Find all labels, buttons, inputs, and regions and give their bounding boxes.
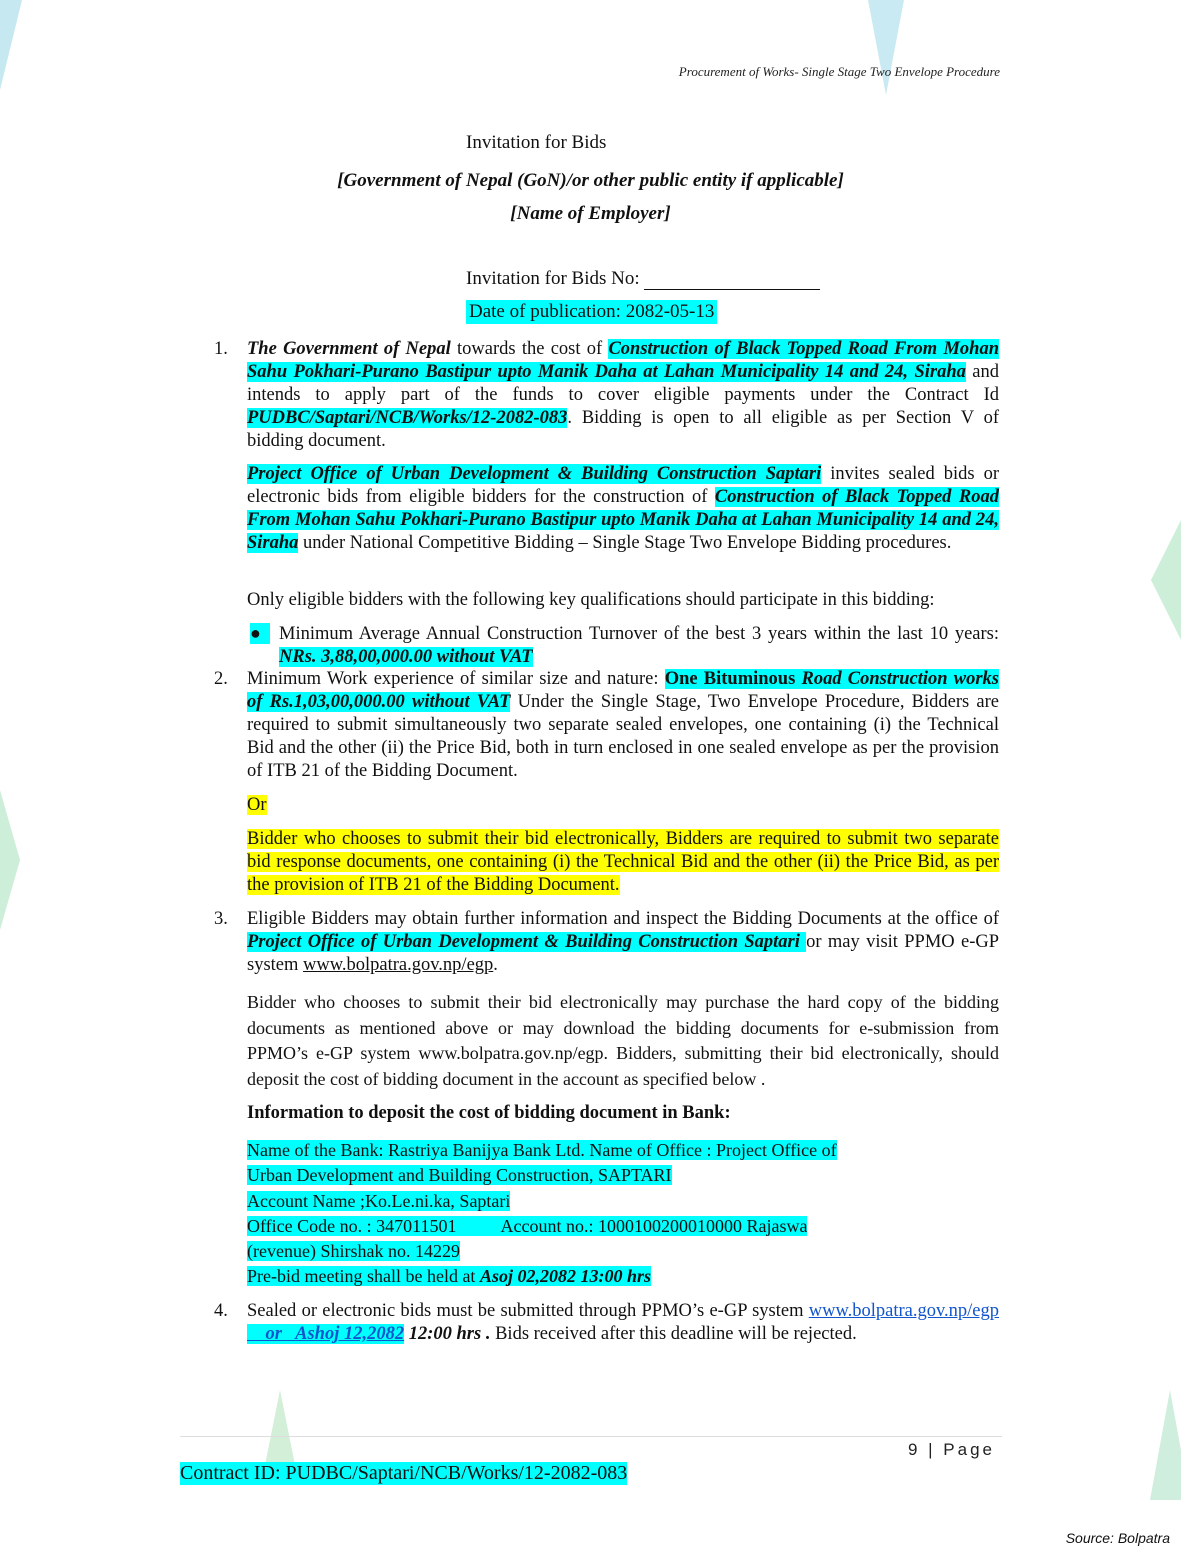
- text: and intends to apply part of the funds to cover eligible payments under the Contract Id: [247, 362, 1000, 405]
- running-header: Procurement of Works- Single Stage Two Envelope Procedure: [678, 64, 1000, 79]
- item-number: 4.: [214, 1301, 228, 1321]
- experience-type: One Bituminous: [664, 669, 802, 689]
- publication-date: Date of publication: 2082-05-13: [466, 300, 717, 324]
- turnover-amount: NRs. 3,88,00,000.00 without VAT: [279, 647, 533, 667]
- bank-details: [247, 1138, 999, 1290]
- project-name: Construction of Black Topped Road From Mohan Sahu Pokhari-Purano Bastipur upto Manik Daha at Lahan Municipality 14 and 24, Siraha: [247, 487, 999, 553]
- bank-name: Name of the Bank: Rastriya Banijya Bank Ltd. Name of Office : Project Office of: [247, 1140, 837, 1160]
- office-name: Project Office of Urban Development & Building Construction Saptari: [247, 464, 822, 484]
- text: Sealed or electronic bids must be submitted through PPMO’s e-GP system: [247, 1301, 809, 1321]
- item-number: 1.: [214, 339, 228, 359]
- paragraph-3: Only eligible bidders with the following key qualifications should participate in this bidding:: [247, 590, 935, 610]
- bank-heading: Information to deposit the cost of bidding document in Bank:: [247, 1103, 731, 1123]
- subtitle-employer: [Name of Employer]: [510, 203, 671, 224]
- text: Or: [247, 795, 267, 815]
- paragraph-7: Bidder who chooses to submit their bid electronically may purchase the hard copy of the bidding documents as mentioned above or may download the bidding documents for e-submission from PPMO’s e-GP system www.bolpatra.gov.np/egp. Bidders, submitting their bid electronically, should deposit the cost of bidding document in the account as specified below .: [247, 992, 999, 1089]
- text: invites sealed bids or electronic bids from eligible bidders for the construction of: [247, 464, 999, 507]
- footer-contract-id: Contract ID: PUDBC/Saptari/NCB/Works/12-2082-083: [180, 1462, 628, 1484]
- text: towards the cost of: [450, 339, 609, 359]
- decorative-arrow-icon: [1151, 520, 1181, 640]
- or-label: [247, 794, 999, 817]
- paragraph-4: [247, 668, 999, 783]
- prebid-label: Pre-bid meeting shall be held at: [247, 1266, 480, 1287]
- source-label: Source: Bolpatra: [1065, 1530, 1170, 1546]
- text: Bids received after this deadline will be rejected.: [490, 1324, 857, 1344]
- gov-name: The Government of Nepal: [247, 339, 451, 359]
- decorative-arrow-icon: [0, 790, 20, 930]
- paragraph-6: [247, 908, 999, 977]
- account-number: Office Code no. : 347011501 Account no.: 1000100200010000 Rajaswa: [247, 1215, 808, 1236]
- office-name: Project Office of Urban Development & Building Construction Saptari: [247, 932, 807, 952]
- prebid-date: Asoj 02,2082 13:00 hrs: [479, 1266, 651, 1287]
- shirshak-number: (revenue) Shirshak no. 14229: [247, 1241, 460, 1262]
- text: Under the Single Stage, Two Envelope Procedure, Bidders are required to submit simultaneously two separate sealed envelopes, one containing (i) the Technical Bid and the other (ii) the Price Bid, both in turn enclosed in one sealed envelope as per the provision of ITB 21 of the Bidding Document.: [247, 692, 999, 781]
- footer-divider: [180, 1436, 1002, 1437]
- bullet-icon: ●: [250, 623, 270, 643]
- text: under National Competitive Bidding – Single Stage Two Envelope Bidding procedures.: [298, 533, 952, 553]
- item-number: 2.: [214, 669, 228, 689]
- text: .: [493, 955, 498, 975]
- page-number: 9 | Page: [907, 1440, 995, 1459]
- egp-link[interactable]: www.bolpatra.gov.np/egp: [808, 1301, 999, 1321]
- decorative-arrow-icon: [0, 0, 22, 90]
- paragraph-5: [247, 828, 999, 897]
- paragraph-1: [247, 338, 999, 453]
- item-number: 3.: [214, 909, 228, 929]
- paragraph-8: [247, 1300, 999, 1346]
- deadline-time: 12:00 hrs .: [404, 1324, 491, 1344]
- page-title: Invitation for Bids: [466, 132, 607, 153]
- text: Minimum Average Annual Construction Turnover of the best 3 years within the last 10 years:: [279, 624, 999, 644]
- text: Eligible Bidders may obtain further information and inspect the Bidding Documents at the office of: [247, 909, 999, 929]
- account-name: Account Name ;Ko.Le.ni.ka, Saptari: [247, 1190, 511, 1211]
- ifb-number: [466, 268, 820, 290]
- paragraph-2: [247, 463, 999, 555]
- text: . Bidding is open to all eligible as per Section V of bidding document.: [247, 408, 999, 451]
- egp-link[interactable]: www.bolpatra.gov.np/egp: [303, 955, 494, 975]
- project-name: Construction of Black Topped Road From Mohan Sahu Pokhari-Purano Bastipur upto Manik Daha at Lahan Municipality 14 and 24, Siraha: [247, 339, 999, 382]
- decorative-arrow-icon: [1150, 1390, 1181, 1500]
- decorative-arrow-icon: [868, 0, 904, 95]
- text: or may visit PPMO e-GP system: [247, 932, 999, 975]
- ifb-number-blank: [644, 271, 820, 290]
- qualification-turnover: [279, 623, 999, 669]
- contract-id: PUDBC/Saptari/NCB/Works/12-2082-083: [247, 408, 568, 428]
- office-name: Urban Development and Building Construction, SAPTARI: [247, 1165, 672, 1186]
- ifb-number-label: Invitation for Bids No:: [466, 268, 640, 289]
- text: Bidder who chooses to submit their bid electronically, Bidders are required to submit two separate bid response documents, one containing (i) the Technical Bid and the other (ii) the Price Bid, as per the provision of ITB 21 of the Bidding Document.: [247, 829, 999, 895]
- experience-amount: Road Construction works of Rs.1,03,00,000.00 without VAT: [247, 669, 999, 712]
- deadline-date: or Ashoj 12,2082: [247, 1324, 405, 1344]
- text: Minimum Work experience of similar size and nature:: [247, 669, 665, 689]
- subtitle-government: [Government of Nepal (GoN)/or other public entity if applicable]: [337, 170, 844, 191]
